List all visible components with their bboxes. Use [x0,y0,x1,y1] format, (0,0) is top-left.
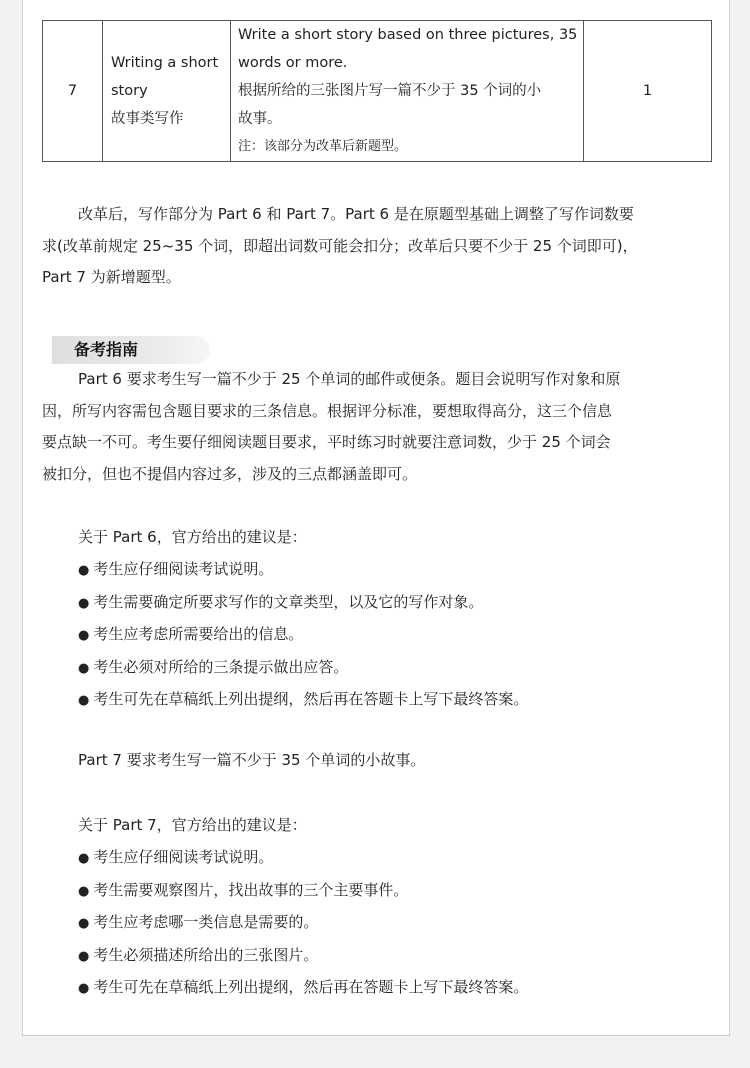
task-type-en-line1: Writing a short [111,55,219,71]
list-item: ● 考生应考虑所需要给出的信息。 [78,625,304,643]
part6-advice-list [78,554,528,717]
intro-line-2: 求(改革前规定 25~35 个词，即超出词数可能会扣分；改革后只要不少于 25 个词即可)， [42,236,638,255]
list-item: ● 考生需要观察图片，找出故事的三个主要事件。 [78,880,409,899]
guide-heading-text: 备考指南 [74,340,139,359]
list-item: ● 考生必须对所给的三条提示做出应答。 [78,657,349,676]
list-item: ● 考生必须描述所给出的三张图片。 [78,945,319,964]
list-item: ● 考生可先在草稿纸上列出提纲，然后再在答题卡上写下最终答案。 [78,978,529,996]
part6-intro-line-1: Part 6 要求考生写一篇不少于 25 个单词的邮件或便条。题目会说明写作对象和原 [78,370,621,388]
part6-intro-line-4: 被扣分，但也不提倡内容过多，涉及的三点都涵盖即可。 [42,464,418,483]
document-page [22,0,730,1036]
desc-en-line2: words or more. [238,55,348,71]
part7-advice-list [78,842,528,1005]
part7-intro: Part 7 要求考生写一篇不少于 35 个单词的小故事。 [78,751,426,769]
exam-format-table [42,20,712,162]
intro-paragraph [42,199,714,294]
list-item: ● 考生应考虑哪一类信息是需要的。 [78,913,319,931]
task-type-cell [103,21,231,162]
desc-en-line1: Write a short story based on three pictures, 35 [238,27,578,43]
section-heading-guide [52,336,210,364]
task-type-zh: 故事类写作 [111,111,184,127]
list-item: ● 考生可先在草稿纸上列出提纲，然后再在答题卡上写下最终答案。 [78,690,529,708]
desc-zh-line1: 根据所给的三张图片写一篇不少于 35 个词的小 [238,83,542,99]
part6-intro-paragraph [42,364,714,490]
table-row [43,21,712,162]
list-item: ● 考生应仔细阅读考试说明。 [78,560,274,578]
intro-line-3: Part 7 为新增题型。 [42,268,181,286]
list-item: ● 考生应仔细阅读考试说明。 [78,848,274,866]
task-type-en-line2: story [111,83,148,99]
list-item: ● 考生需要确定所要求写作的文章类型，以及它的写作对象。 [78,592,484,611]
intro-line-1: 改革后，写作部分为 Part 6 和 Part 7。Part 6 是在原题型基础上调整了写作词数要 [78,205,634,223]
part6-intro-line-3: 要点缺一不可。考生要仔细阅读题目要求，平时练习时就要注意词数，少于 25 个词会 [42,433,611,451]
desc-note: 注：该部分为改革后新题型。 [238,139,408,154]
part6-intro-line-2: 因，所写内容需包含题目要求的三条信息。根据评分标准，要想取得高分，这三个信息 [42,401,613,420]
score-cell: 1 [584,21,712,162]
task-number-cell: 7 [43,21,103,162]
part7-advice-heading: 关于 Part 7，官方给出的建议是： [78,816,307,834]
part6-advice-heading: 关于 Part 6，官方给出的建议是： [78,528,307,546]
desc-zh-line2: 故事。 [238,111,282,127]
task-description-cell [231,21,584,162]
